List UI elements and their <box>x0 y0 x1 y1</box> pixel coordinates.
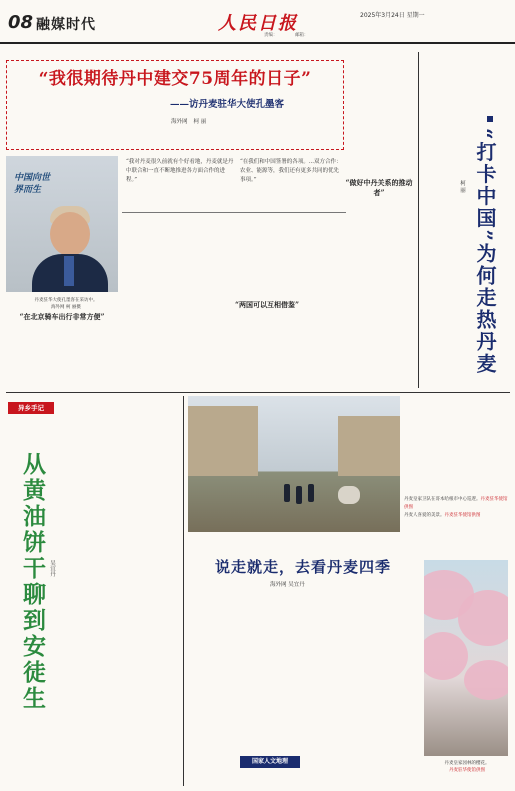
title-marker <box>487 116 493 122</box>
newspaper-logo: 人民日报 <box>218 13 298 34</box>
article-3-tag: 异乡手记 <box>8 402 54 414</box>
article-1-subhead-1: “在北京骑车出行非常方便” <box>19 312 105 321</box>
article-3-title: 从黄油饼干聊到安徒生 <box>19 452 46 712</box>
photo-guard <box>296 486 302 504</box>
photo-blossom <box>458 590 508 646</box>
royal-guards-photo <box>188 396 400 532</box>
photo-building <box>188 406 258 476</box>
photo-figure-head <box>50 212 90 256</box>
article-4-column-3 <box>344 594 418 784</box>
article-4-source: 海外网 <box>270 582 287 588</box>
email-label: 邮箱： <box>294 33 309 38</box>
caption-2-text: 丹麦人喜爱的美景。 <box>404 513 445 518</box>
article-1-subtitle: ——访丹麦驻华大使孔墨客 <box>170 99 285 110</box>
photo-guard <box>308 484 314 502</box>
article-4-reporter: 吴宜丹 <box>288 582 305 588</box>
caption-1-credit: 丹麦驻华使馆供图 <box>404 497 508 510</box>
article-4-column-2 <box>266 594 340 752</box>
caption-1 <box>404 496 510 512</box>
article-3-byline: 吴宜丹 <box>49 560 55 577</box>
section-divider <box>6 392 510 393</box>
photo-figure-tie <box>64 256 74 286</box>
article-4-byline <box>270 580 305 588</box>
ambassador-photo <box>6 156 118 292</box>
photo-horse <box>338 486 360 504</box>
page-header <box>0 0 515 44</box>
page-number: 08 <box>8 12 34 33</box>
photo-building <box>338 416 400 476</box>
header-credits <box>264 32 324 38</box>
article-2-byline: 柯 丽 <box>459 180 465 193</box>
photo-blossom <box>424 632 468 680</box>
article-1-column-1 <box>124 218 192 384</box>
article-1-title: “我很期待丹中建交75周年的日子” <box>38 69 312 89</box>
quote-divider <box>122 212 346 213</box>
caption-2-credit: 丹麦驻华使馆供图 <box>444 513 481 518</box>
column-divider <box>418 52 419 388</box>
cherry-blossom-photo <box>424 560 508 756</box>
article-4-column-1 <box>188 594 262 752</box>
photo-backdrop-text: 中国向世界而生 <box>14 173 51 195</box>
article-1-subhead-2: “两国可以互相借鉴” <box>234 300 300 309</box>
photo-blossom <box>464 660 508 700</box>
caption-2 <box>404 512 510 520</box>
article-3-column-1 <box>60 400 180 786</box>
caption-1-text: 丹麦皇家卫队在哥本哈根市中心巡逻。 <box>404 497 481 502</box>
cherry-blossom-caption-credit: 丹麦驻华使馆供图 <box>449 768 485 773</box>
left-column-divider <box>183 396 184 786</box>
photo-guard <box>284 484 290 502</box>
cherry-blossom-caption-text: 丹麦皇家园林的樱花。 <box>444 761 490 766</box>
article-1-reporter: 柯 丽 <box>193 119 207 125</box>
issue-date: 2025年3月24日 星期一 <box>360 12 425 19</box>
article-1-subhead-3: “做好中丹关系的推动者” <box>345 178 413 197</box>
article-1-quote-2: “在我们和中国签署的各项。...双方合作：农业、能源等，我们还有更多共同的优先事项。” <box>240 159 342 183</box>
article-2-title: “打卡中国”为何走热丹麦 <box>473 128 497 376</box>
article-1-byline <box>165 117 206 125</box>
article-1-source: 海外网 <box>171 119 188 125</box>
ambassador-photo-caption: 丹麦驻华大使孔墨客在采访中。 海外网 柯 丽摄 <box>34 298 98 310</box>
editor-label: 责编： <box>264 33 278 38</box>
article-4-tag: 国家人文地理 <box>240 756 300 768</box>
article-4-title: 说走就走，去看丹麦四季 <box>214 558 391 576</box>
article-1-quote-1: “我对丹麦很久前就有个好看地，丹麦就是丹中联合和一直不断地推进各方面合作的进程。” <box>126 159 234 183</box>
article-2-column-1 <box>422 54 462 384</box>
cherry-blossom-caption <box>424 760 510 774</box>
section-title: 融媒时代 <box>36 17 96 33</box>
royal-guards-photo-caption <box>404 496 510 520</box>
article-1-column-0 <box>6 326 118 386</box>
